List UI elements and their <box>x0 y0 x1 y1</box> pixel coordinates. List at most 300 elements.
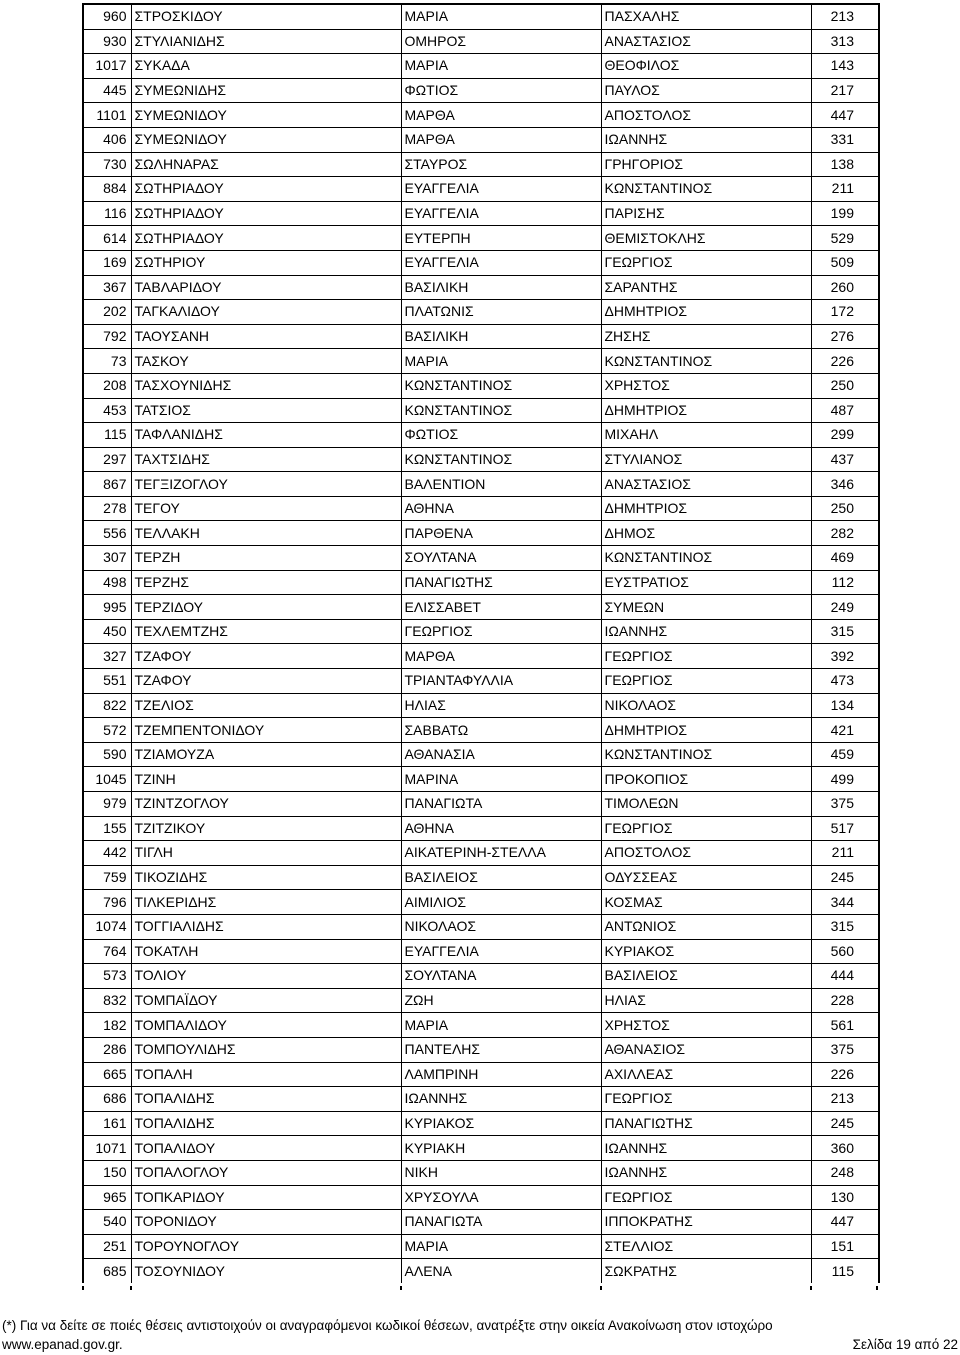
table-row <box>83 718 879 743</box>
table-row <box>83 521 879 546</box>
rank-cell: 344 <box>811 890 879 915</box>
rank-cell: 360 <box>811 1136 879 1161</box>
table-row <box>83 496 879 521</box>
table-row <box>83 570 879 595</box>
surname-cell: ΤΟΜΠΑΛΙΔΟΥ <box>131 1013 401 1038</box>
fathers-name-cell: ΠΡΟΚΟΠΙΟΣ <box>601 767 811 792</box>
table-row <box>83 1087 879 1112</box>
fathers-name-cell: ΓΕΩΡΓΙΟΣ <box>601 816 811 841</box>
fathers-name-cell: ΔΗΜΗΤΡΙΟΣ <box>601 300 811 325</box>
first-name-cell: ΚΩΝΣΤΑΝΤΙΝΟΣ <box>401 447 601 472</box>
table-row <box>83 890 879 915</box>
rank-cell: 282 <box>811 521 879 546</box>
first-name-cell: ΚΩΝΣΤΑΝΤΙΝΟΣ <box>401 373 601 398</box>
first-name-cell: ΠΑΡΘΕΝΑ <box>401 521 601 546</box>
table-row <box>83 275 879 300</box>
position-code-cell: 307 <box>83 546 131 571</box>
position-code-cell: 614 <box>83 226 131 251</box>
position-code-cell: 1017 <box>83 54 131 79</box>
rank-cell: 213 <box>811 1087 879 1112</box>
surname-cell: ΤΖΙΤΖΙΚΟΥ <box>131 816 401 841</box>
footer-website-link[interactable]: www.epanad.gov.gr. <box>2 1337 123 1352</box>
fathers-name-cell: ΑΘΑΝΑΣΙΟΣ <box>601 1037 811 1062</box>
surname-cell: ΣΤΥΛΙΑΝΙΔΗΣ <box>131 29 401 54</box>
first-name-cell: ΜΑΡΘΑ <box>401 644 601 669</box>
rank-cell: 226 <box>811 349 879 374</box>
first-name-cell: ΑΙΚΑΤΕΡΙΝΗ-ΣΤΕΛΛΑ <box>401 841 601 866</box>
table-row <box>83 1160 879 1185</box>
fathers-name-cell: ΣΩΚΡΑΤΗΣ <box>601 1259 811 1283</box>
surname-cell: ΤΙΛΚΕΡΙΔΗΣ <box>131 890 401 915</box>
rank-cell: 346 <box>811 472 879 497</box>
first-name-cell: ΕΥΑΓΓΕΛΙΑ <box>401 177 601 202</box>
table-row <box>83 914 879 939</box>
position-code-cell: 150 <box>83 1160 131 1185</box>
fathers-name-cell: ΙΩΑΝΝΗΣ <box>601 127 811 152</box>
surname-cell: ΤΙΓΛΗ <box>131 841 401 866</box>
fathers-name-cell: ΣΥΜΕΩΝ <box>601 595 811 620</box>
first-name-cell: ΟΜΗΡΟΣ <box>401 29 601 54</box>
fathers-name-cell: ΧΡΗΣΤΟΣ <box>601 1013 811 1038</box>
rank-cell: 315 <box>811 619 879 644</box>
table-row <box>83 1185 879 1210</box>
table-row <box>83 373 879 398</box>
rank-cell: 151 <box>811 1234 879 1259</box>
fathers-name-cell: ΓΕΩΡΓΙΟΣ <box>601 644 811 669</box>
rank-cell: 112 <box>811 570 879 595</box>
position-code-cell: 202 <box>83 300 131 325</box>
rank-cell: 250 <box>811 373 879 398</box>
surname-cell: ΣΥΜΕΩΝΙΔΗΣ <box>131 78 401 103</box>
fathers-name-cell: ΔΗΜΗΤΡΙΟΣ <box>601 496 811 521</box>
position-code-cell: 572 <box>83 718 131 743</box>
position-code-cell: 979 <box>83 792 131 817</box>
fathers-name-cell: ΑΧΙΛΛΕΑΣ <box>601 1062 811 1087</box>
first-name-cell: ΕΥΑΓΓΕΛΙΑ <box>401 939 601 964</box>
first-name-cell: ΣΟΥΛΤΑΝΑ <box>401 546 601 571</box>
surname-cell: ΤΟΡΟΥΝΟΓΛΟΥ <box>131 1234 401 1259</box>
table-row <box>83 423 879 448</box>
rank-cell: 529 <box>811 226 879 251</box>
position-code-cell: 730 <box>83 152 131 177</box>
rank-cell: 331 <box>811 127 879 152</box>
first-name-cell: ΒΑΣΙΛΕΙΟΣ <box>401 865 601 890</box>
position-code-cell: 796 <box>83 890 131 915</box>
position-code-cell: 182 <box>83 1013 131 1038</box>
fathers-name-cell: ΕΥΣΤΡΑΤΙΟΣ <box>601 570 811 595</box>
position-code-cell: 442 <box>83 841 131 866</box>
position-code-cell: 590 <box>83 742 131 767</box>
rank-cell: 250 <box>811 496 879 521</box>
position-code-cell: 406 <box>83 127 131 152</box>
surname-cell: ΤΟΛΙΟΥ <box>131 964 401 989</box>
table-row <box>83 127 879 152</box>
position-code-cell: 327 <box>83 644 131 669</box>
first-name-cell: ΑΘΑΝΑΣΙΑ <box>401 742 601 767</box>
first-name-cell: ΜΑΡΘΑ <box>401 127 601 152</box>
first-name-cell: ΑΙΜΙΛΙΟΣ <box>401 890 601 915</box>
table-row <box>83 201 879 226</box>
table-row <box>83 226 879 251</box>
first-name-cell: ΠΑΝΤΕΛΗΣ <box>401 1037 601 1062</box>
fathers-name-cell: ΑΠΟΣΤΟΛΟΣ <box>601 841 811 866</box>
rank-cell: 315 <box>811 914 879 939</box>
table-row <box>83 1037 879 1062</box>
surname-cell: ΣΩΤΗΡΙΑΔΟΥ <box>131 177 401 202</box>
first-name-cell: ΣΟΥΛΤΑΝΑ <box>401 964 601 989</box>
table-row <box>83 619 879 644</box>
table-row <box>83 398 879 423</box>
rank-cell: 459 <box>811 742 879 767</box>
surname-cell: ΣΩΛΗΝΑΡΑΣ <box>131 152 401 177</box>
table-row <box>83 1013 879 1038</box>
rank-cell: 226 <box>811 1062 879 1087</box>
table-row <box>83 988 879 1013</box>
rank-cell: 509 <box>811 250 879 275</box>
surname-cell: ΤΟΠΚΑΡΙΔΟΥ <box>131 1185 401 1210</box>
rank-cell: 561 <box>811 1013 879 1038</box>
surname-cell: ΣΥΜΕΩΝΙΔΟΥ <box>131 103 401 128</box>
surname-cell: ΣΩΤΗΡΙΑΔΟΥ <box>131 201 401 226</box>
table-row <box>83 324 879 349</box>
first-name-cell: ΝΙΚΗ <box>401 1160 601 1185</box>
surname-cell: ΤΑΦΛΑΝΙΔΗΣ <box>131 423 401 448</box>
first-name-cell: ΕΛΙΣΣΑΒΕΤ <box>401 595 601 620</box>
table-row <box>83 964 879 989</box>
first-name-cell: ΕΥΑΓΓΕΛΙΑ <box>401 201 601 226</box>
surname-cell: ΤΕΓΟΥ <box>131 496 401 521</box>
rank-cell: 447 <box>811 103 879 128</box>
rank-cell: 469 <box>811 546 879 571</box>
fathers-name-cell: ΙΩΑΝΝΗΣ <box>601 1136 811 1161</box>
fathers-name-cell: ΚΩΝΣΤΑΝΤΙΝΟΣ <box>601 177 811 202</box>
first-name-cell: ΒΑΛΕΝΤΙΟΝ <box>401 472 601 497</box>
first-name-cell: ΑΘΗΝΑ <box>401 816 601 841</box>
position-code-cell: 1071 <box>83 1136 131 1161</box>
position-code-cell: 686 <box>83 1087 131 1112</box>
fathers-name-cell: ΙΩΑΝΝΗΣ <box>601 1160 811 1185</box>
first-name-cell: ΒΑΣΙΛΙΚΗ <box>401 324 601 349</box>
rank-cell: 499 <box>811 767 879 792</box>
surname-cell: ΤΕΡΖΗ <box>131 546 401 571</box>
table-row <box>83 1111 879 1136</box>
table-row <box>83 177 879 202</box>
surname-cell: ΤΑΧΤΣΙΔΗΣ <box>131 447 401 472</box>
first-name-cell: ΠΑΝΑΓΙΩΤΗΣ <box>401 570 601 595</box>
table-row <box>83 103 879 128</box>
rank-cell: 447 <box>811 1210 879 1235</box>
table-row <box>83 152 879 177</box>
fathers-name-cell: ΟΔΥΣΣΕΑΣ <box>601 865 811 890</box>
table-row <box>83 78 879 103</box>
first-name-cell: ΑΛΕΝΑ <box>401 1259 601 1283</box>
fathers-name-cell: ΚΩΝΣΤΑΝΤΙΝΟΣ <box>601 546 811 571</box>
table-row <box>83 816 879 841</box>
fathers-name-cell: ΠΑΥΛΟΣ <box>601 78 811 103</box>
rank-cell: 375 <box>811 1037 879 1062</box>
position-code-cell: 251 <box>83 1234 131 1259</box>
rank-cell: 248 <box>811 1160 879 1185</box>
footnote: (*) Για να δείτε σε ποιές θέσεις αντιστοιχούν οι αναγραφόμενοι κωδικοί θέσεων, ανατρέξτε στην οικεία Ανακοίνωση στον ιστοχώρο <box>2 1318 773 1333</box>
first-name-cell: ΚΥΡΙΑΚΗ <box>401 1136 601 1161</box>
surname-cell: ΤΖΕΜΠΕΝΤΟΝΙΔΟΥ <box>131 718 401 743</box>
rank-cell: 299 <box>811 423 879 448</box>
first-name-cell: ΓΕΩΡΓΙΟΣ <box>401 619 601 644</box>
rank-cell: 560 <box>811 939 879 964</box>
surname-cell: ΤΟΣΟΥΝΙΔΟΥ <box>131 1259 401 1283</box>
first-name-cell: ΛΑΜΠΡΙΝΗ <box>401 1062 601 1087</box>
table-row <box>83 767 879 792</box>
first-name-cell: ΗΛΙΑΣ <box>401 693 601 718</box>
first-name-cell: ΠΛΑΤΩΝΙΣ <box>401 300 601 325</box>
rank-cell: 115 <box>811 1259 879 1283</box>
table-row <box>83 54 879 79</box>
first-name-cell: ΑΘΗΝΑ <box>401 496 601 521</box>
page-number: Σελίδα 19 από 22 <box>852 1337 958 1352</box>
surname-cell: ΤΑΣΧΟΥΝΙΔΗΣ <box>131 373 401 398</box>
results-table-body <box>83 4 879 1283</box>
fathers-name-cell: ΧΡΗΣΤΟΣ <box>601 373 811 398</box>
first-name-cell: ΠΑΝΑΓΙΩΤΑ <box>401 792 601 817</box>
surname-cell: ΤΕΧΛΕΜΤΖΗΣ <box>131 619 401 644</box>
table-row <box>83 939 879 964</box>
surname-cell: ΤΖΕΛΙΟΣ <box>131 693 401 718</box>
first-name-cell: ΙΩΑΝΝΗΣ <box>401 1087 601 1112</box>
position-code-cell: 445 <box>83 78 131 103</box>
fathers-name-cell: ΑΝΤΩΝΙΟΣ <box>601 914 811 939</box>
rank-cell: 260 <box>811 275 879 300</box>
position-code-cell: 1101 <box>83 103 131 128</box>
first-name-cell: ΚΥΡΙΑΚΟΣ <box>401 1111 601 1136</box>
position-code-cell: 155 <box>83 816 131 841</box>
surname-cell: ΤΑΓΚΑΛΙΔΟΥ <box>131 300 401 325</box>
rank-cell: 130 <box>811 1185 879 1210</box>
first-name-cell: ΜΑΡΙΝΑ <box>401 767 601 792</box>
surname-cell: ΤΟΠΑΛΙΔΟΥ <box>131 1136 401 1161</box>
surname-cell: ΤΟΜΠΑΪΔΟΥ <box>131 988 401 1013</box>
first-name-cell: ΦΩΤΙΟΣ <box>401 423 601 448</box>
position-code-cell: 208 <box>83 373 131 398</box>
fathers-name-cell: ΓΕΩΡΓΙΟΣ <box>601 250 811 275</box>
position-code-cell: 792 <box>83 324 131 349</box>
table-row <box>83 349 879 374</box>
position-code-cell: 867 <box>83 472 131 497</box>
position-code-cell: 278 <box>83 496 131 521</box>
fathers-name-cell: ΓΡΗΓΟΡΙΟΣ <box>601 152 811 177</box>
results-table <box>82 3 880 1283</box>
fathers-name-cell: ΜΙΧΑΗΛ <box>601 423 811 448</box>
position-code-cell: 169 <box>83 250 131 275</box>
table-row <box>83 1234 879 1259</box>
first-name-cell: ΧΡΥΣΟΥΛΑ <box>401 1185 601 1210</box>
position-code-cell: 161 <box>83 1111 131 1136</box>
table-row <box>83 865 879 890</box>
rank-cell: 313 <box>811 29 879 54</box>
fathers-name-cell: ΚΥΡΙΑΚΟΣ <box>601 939 811 964</box>
position-code-cell: 498 <box>83 570 131 595</box>
position-code-cell: 759 <box>83 865 131 890</box>
surname-cell: ΤΑΣΚΟΥ <box>131 349 401 374</box>
rank-cell: 172 <box>811 300 879 325</box>
position-code-cell: 297 <box>83 447 131 472</box>
table-row <box>83 1210 879 1235</box>
position-code-cell: 764 <box>83 939 131 964</box>
fathers-name-cell: ΓΕΩΡΓΙΟΣ <box>601 1087 811 1112</box>
rank-cell: 245 <box>811 865 879 890</box>
fathers-name-cell: ΘΕΟΦΙΛΟΣ <box>601 54 811 79</box>
surname-cell: ΤΟΠΑΛΟΓΛΟΥ <box>131 1160 401 1185</box>
position-code-cell: 884 <box>83 177 131 202</box>
table-row <box>83 546 879 571</box>
surname-cell: ΤΟΠΑΛΙΔΗΣ <box>131 1087 401 1112</box>
fathers-name-cell: ΤΙΜΟΛΕΩΝ <box>601 792 811 817</box>
surname-cell: ΤΕΡΖΗΣ <box>131 570 401 595</box>
rank-cell: 487 <box>811 398 879 423</box>
rank-cell: 228 <box>811 988 879 1013</box>
table-row <box>83 1259 879 1283</box>
surname-cell: ΣΩΤΗΡΙΑΔΟΥ <box>131 226 401 251</box>
first-name-cell: ΤΡΙΑΝΤΑΦΥΛΛΙΑ <box>401 669 601 694</box>
fathers-name-cell: ΑΝΑΣΤΑΣΙΟΣ <box>601 472 811 497</box>
surname-cell: ΤΖΑΦΟΥ <box>131 644 401 669</box>
table-row <box>83 669 879 694</box>
fathers-name-cell: ΖΗΣΗΣ <box>601 324 811 349</box>
rank-cell: 213 <box>811 4 879 29</box>
table-row <box>83 644 879 669</box>
fathers-name-cell: ΒΑΣΙΛΕΙΟΣ <box>601 964 811 989</box>
first-name-cell: ΜΑΡΙΑ <box>401 54 601 79</box>
surname-cell: ΤΟΠΑΛΙΔΗΣ <box>131 1111 401 1136</box>
first-name-cell: ΣΤΑΥΡΟΣ <box>401 152 601 177</box>
table-row <box>83 792 879 817</box>
rank-cell: 249 <box>811 595 879 620</box>
table-row <box>83 472 879 497</box>
surname-cell: ΤΑΤΣΙΟΣ <box>131 398 401 423</box>
position-code-cell: 822 <box>83 693 131 718</box>
fathers-name-cell: ΔΗΜΗΤΡΙΟΣ <box>601 398 811 423</box>
fathers-name-cell: ΙΩΑΝΝΗΣ <box>601 619 811 644</box>
fathers-name-cell: ΓΕΩΡΓΙΟΣ <box>601 669 811 694</box>
surname-cell: ΤΕΡΖΙΔΟΥ <box>131 595 401 620</box>
surname-cell: ΤΖΑΦΟΥ <box>131 669 401 694</box>
rank-cell: 211 <box>811 177 879 202</box>
position-code-cell: 73 <box>83 349 131 374</box>
table-row <box>83 841 879 866</box>
first-name-cell: ΖΩΗ <box>401 988 601 1013</box>
position-code-cell: 115 <box>83 423 131 448</box>
position-code-cell: 930 <box>83 29 131 54</box>
surname-cell: ΤΑΟΥΣΑΝΗ <box>131 324 401 349</box>
fathers-name-cell: ΚΩΝΣΤΑΝΤΙΝΟΣ <box>601 742 811 767</box>
first-name-cell: ΠΑΝΑΓΙΩΤΑ <box>401 1210 601 1235</box>
surname-cell: ΤΕΛΛΑΚΗ <box>131 521 401 546</box>
surname-cell: ΤΕΓΞΙΖΟΓΛΟΥ <box>131 472 401 497</box>
rank-cell: 375 <box>811 792 879 817</box>
first-name-cell: ΜΑΡΙΑ <box>401 1234 601 1259</box>
rank-cell: 217 <box>811 78 879 103</box>
surname-cell: ΤΟΡΟΝΙΔΟΥ <box>131 1210 401 1235</box>
rank-cell: 437 <box>811 447 879 472</box>
position-code-cell: 540 <box>83 1210 131 1235</box>
first-name-cell: ΣΑΒΒΑΤΩ <box>401 718 601 743</box>
surname-cell: ΤΟΜΠΟΥΛΙΔΗΣ <box>131 1037 401 1062</box>
position-code-cell: 832 <box>83 988 131 1013</box>
rank-cell: 199 <box>811 201 879 226</box>
position-code-cell: 367 <box>83 275 131 300</box>
rank-cell: 245 <box>811 1111 879 1136</box>
position-code-cell: 116 <box>83 201 131 226</box>
surname-cell: ΣΩΤΗΡΙΟΥ <box>131 250 401 275</box>
first-name-cell: ΕΥΤΕΡΠΗ <box>401 226 601 251</box>
table-row <box>83 300 879 325</box>
fathers-name-cell: ΙΠΠΟΚΡΑΤΗΣ <box>601 1210 811 1235</box>
rank-cell: 444 <box>811 964 879 989</box>
fathers-name-cell: ΓΕΩΡΓΙΟΣ <box>601 1185 811 1210</box>
fathers-name-cell: ΣΤΕΛΛΙΟΣ <box>601 1234 811 1259</box>
surname-cell: ΣΥΚΑΔΑ <box>131 54 401 79</box>
fathers-name-cell: ΔΗΜΗΤΡΙΟΣ <box>601 718 811 743</box>
position-code-cell: 551 <box>83 669 131 694</box>
position-code-cell: 556 <box>83 521 131 546</box>
first-name-cell: ΕΥΑΓΓΕΛΙΑ <box>401 250 601 275</box>
rank-cell: 143 <box>811 54 879 79</box>
surname-cell: ΤΖΙΝΗ <box>131 767 401 792</box>
fathers-name-cell: ΚΟΣΜΑΣ <box>601 890 811 915</box>
position-code-cell: 450 <box>83 619 131 644</box>
rank-cell: 392 <box>811 644 879 669</box>
first-name-cell: ΜΑΡΙΑ <box>401 1013 601 1038</box>
table-row <box>83 595 879 620</box>
rank-cell: 138 <box>811 152 879 177</box>
first-name-cell: ΦΩΤΙΟΣ <box>401 78 601 103</box>
first-name-cell: ΒΑΣΙΛΙΚΗ <box>401 275 601 300</box>
position-code-cell: 1074 <box>83 914 131 939</box>
fathers-name-cell: ΔΗΜΟΣ <box>601 521 811 546</box>
fathers-name-cell: ΠΑΣΧΑΛΗΣ <box>601 4 811 29</box>
surname-cell: ΣΤΡΟΣΚΙΔΟΥ <box>131 4 401 29</box>
position-code-cell: 286 <box>83 1037 131 1062</box>
first-name-cell: ΝΙΚΟΛΑΟΣ <box>401 914 601 939</box>
table-row <box>83 1062 879 1087</box>
surname-cell: ΣΥΜΕΩΝΙΔΟΥ <box>131 127 401 152</box>
rank-cell: 421 <box>811 718 879 743</box>
fathers-name-cell: ΑΝΑΣΤΑΣΙΟΣ <box>601 29 811 54</box>
position-code-cell: 1045 <box>83 767 131 792</box>
surname-cell: ΤΟΠΑΛΗ <box>131 1062 401 1087</box>
fathers-name-cell: ΣΤΥΛΙΑΝΟΣ <box>601 447 811 472</box>
position-code-cell: 995 <box>83 595 131 620</box>
table-row <box>83 693 879 718</box>
first-name-cell: ΜΑΡΙΑ <box>401 349 601 374</box>
fathers-name-cell: ΝΙΚΟΛΑΟΣ <box>601 693 811 718</box>
table-row <box>83 29 879 54</box>
table-row <box>83 4 879 29</box>
table-row <box>83 742 879 767</box>
table-row <box>83 250 879 275</box>
fathers-name-cell: ΣΑΡΑΝΤΗΣ <box>601 275 811 300</box>
table-row <box>83 1136 879 1161</box>
first-name-cell: ΜΑΡΙΑ <box>401 4 601 29</box>
rank-cell: 276 <box>811 324 879 349</box>
position-code-cell: 453 <box>83 398 131 423</box>
table-row <box>83 447 879 472</box>
surname-cell: ΤΖΙΑΜΟΥΖΑ <box>131 742 401 767</box>
position-code-cell: 665 <box>83 1062 131 1087</box>
rank-cell: 473 <box>811 669 879 694</box>
surname-cell: ΤΟΚΑΤΛΗ <box>131 939 401 964</box>
surname-cell: ΤΟΓΓΙΑΛΙΔΗΣ <box>131 914 401 939</box>
first-name-cell: ΚΩΝΣΤΑΝΤΙΝΟΣ <box>401 398 601 423</box>
